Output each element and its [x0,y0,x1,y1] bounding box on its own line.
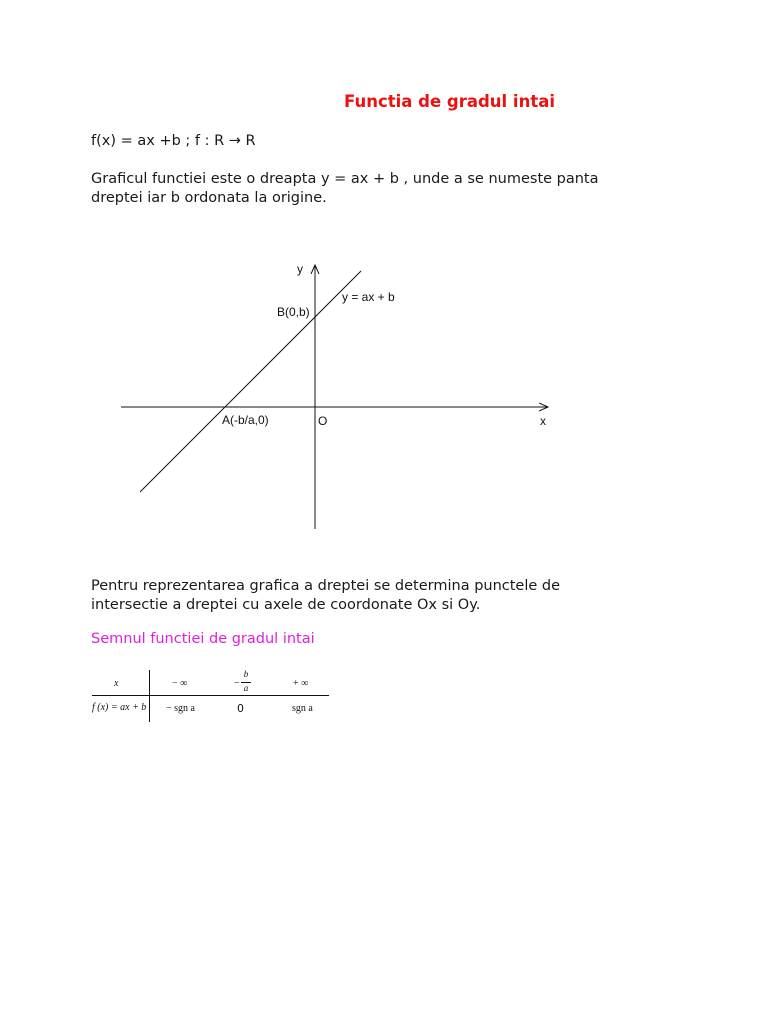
root-numerator: b [243,669,249,679]
sign-right: sgn a [292,703,313,714]
graph-description-line-2: dreptei iar b ordonata la origine. [91,190,327,206]
sign-table [88,668,333,724]
line-equation-label: y = ax + b [342,290,395,304]
function-label: f (x) = ax + b [92,702,147,713]
point-b-label: B(0,b) [277,305,310,319]
page-title: Functia de gradul intai [344,92,556,111]
root-denominator: a [243,683,249,693]
minus-infinity: − ∞ [172,678,188,689]
origin-label: O [318,414,328,428]
sign-root: 0 [237,702,244,715]
x-axis-label: x [540,414,546,428]
table-vertical-rule [149,670,150,722]
plus-infinity: + ∞ [293,678,309,689]
table-horizontal-rule [92,695,329,696]
point-a-label: A(-b/a,0) [222,413,269,427]
sign-left: − sgn a [166,703,195,714]
root-minus-sign: − [234,678,240,689]
y-axis-label: y [297,262,303,276]
representation-line-1: Pentru reprezentarea grafica a dreptei se determina punctele de [91,578,561,594]
sign-heading: Semnul functiei de gradul intai [91,631,315,647]
function-definition: f(x) = ax +b ; f : R → R [91,133,256,149]
representation-text [91,577,560,615]
x-header: x [114,678,119,689]
function-line [140,271,361,492]
graph-description-line-1: Graficul functiei este o dreapta y = ax + b , unde a se numeste panta [91,171,599,187]
representation-line-2: intersectie a dreptei cu axele de coordonate Ox si Oy. [91,597,481,613]
